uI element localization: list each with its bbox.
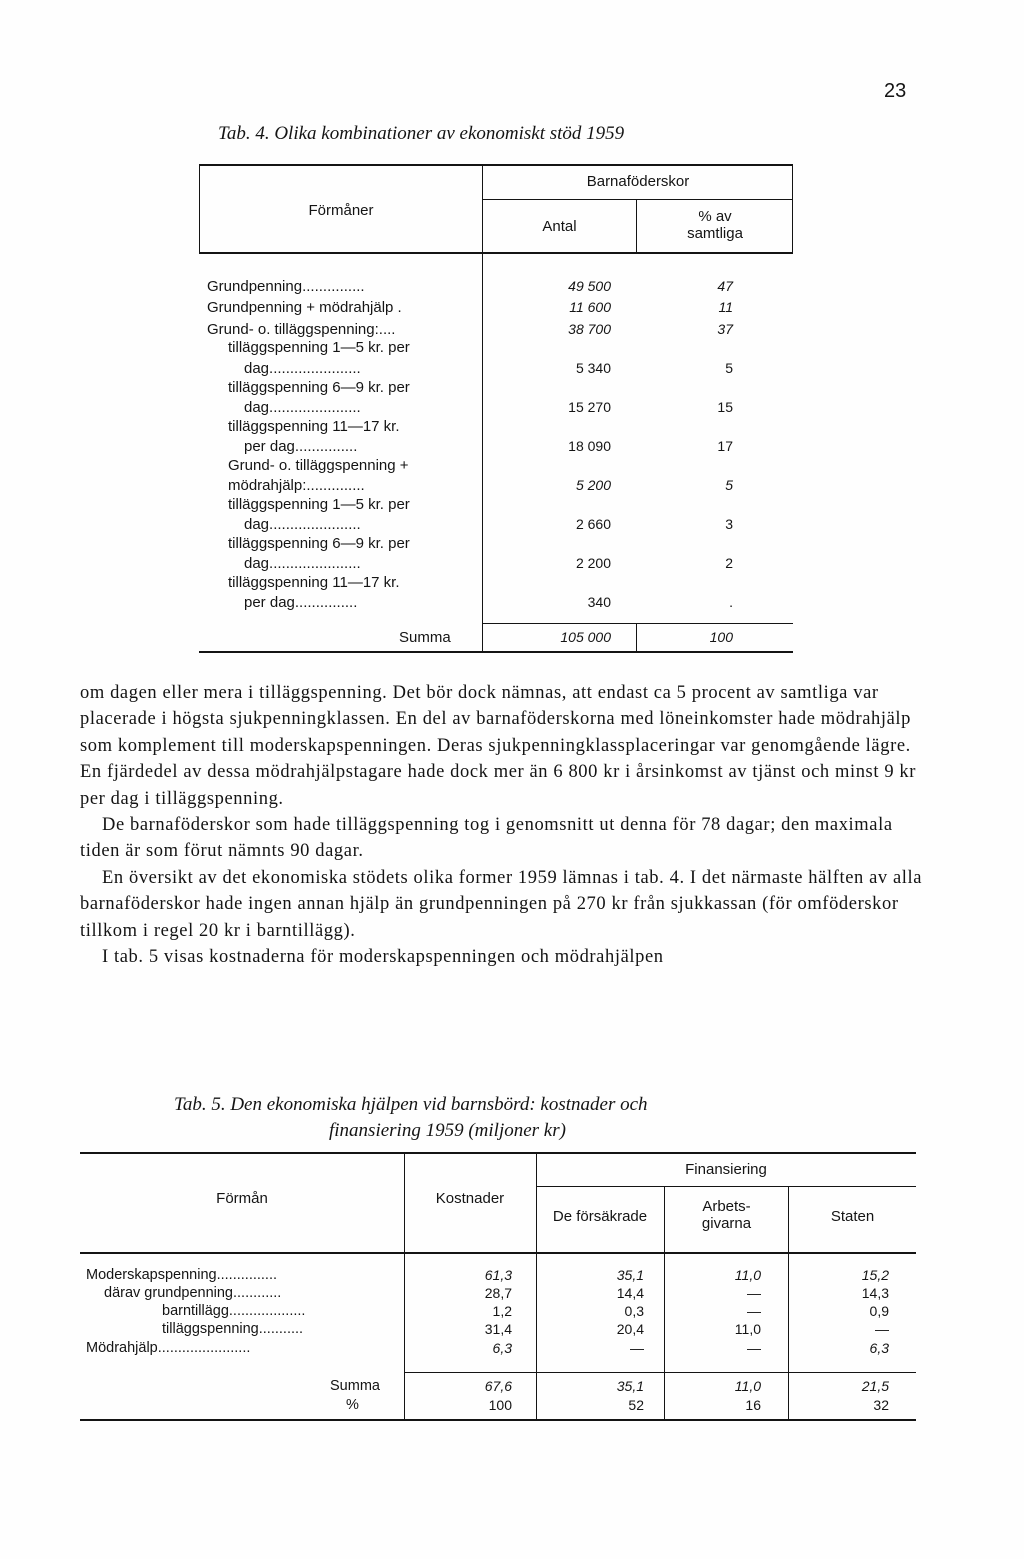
tab5-row-label: tilläggspenning...........: [162, 1321, 304, 1337]
tab5-row-arbetsgivarna: 11,0: [734, 1267, 761, 1283]
tab4-row-antal: 5 200: [575, 477, 611, 493]
paragraph: om dagen eller mera i tilläggspenning. Det bör dock nämnas, att endast ca 5 procent av samtliga var placerade i högsta sjukpenningklassen. En del av barnaföderskorna med löneinkomster hade mödrahjälp som komplement till moderskapspenningen. Deras sjukpenningklassplaceringar var genomgående lägre. En fjärdedel av dessa mödrahjälpstagare hade dock mer än 6 800 kr i årsinkomst av tjänst och minst 9 kr per dag i tilläggspenning.: [80, 683, 917, 809]
tab4-row-label-cont: dag......................: [244, 555, 361, 572]
tab5-row-arbetsgivarna: —: [747, 1340, 761, 1356]
tab5-sum-rule: [404, 1372, 916, 1373]
tab5-row-forsakrade: 35,1: [616, 1267, 644, 1283]
tab5-row-label: därav grundpenning............: [104, 1285, 282, 1301]
tab5-row-staten: 15,2: [861, 1267, 889, 1283]
tab5-col-group: Finansiering: [685, 1161, 767, 1178]
tab4-row-label: Grundpenning + mödrahjälp .: [207, 299, 402, 316]
tab5-row-kostnader: 61,3: [484, 1267, 512, 1283]
tab4-row-label: Grundpenning...............: [207, 278, 365, 295]
tab5-row-kostnader: 31,4: [484, 1321, 512, 1337]
tab4-row-label: tilläggspenning 1—5 kr. per: [228, 339, 410, 356]
tab5-row-label: barntillägg...................: [162, 1303, 306, 1319]
tab4-sum-rule: [483, 623, 793, 624]
tab5-pct-label: %: [346, 1397, 359, 1413]
tab4-row-pct: 15: [717, 399, 733, 415]
tab4-row-antal: 18 090: [568, 438, 611, 454]
tab4-row-antal: 11 600: [569, 299, 611, 315]
tab4-row-pct: 3: [725, 516, 733, 532]
tab4-row-label-cont: per dag...............: [244, 438, 358, 455]
tab4-sum-antal: 105 000: [560, 629, 611, 645]
tab4-row-label-cont: dag......................: [244, 516, 361, 533]
tab4-row-antal: 340: [587, 594, 611, 610]
tab4-row-antal: 5 340: [575, 360, 611, 376]
tab5-col-forman: Förmån: [216, 1190, 268, 1207]
tab4-row-pct: 5: [725, 360, 733, 376]
tab4-row-label: tilläggspenning 1—5 kr. per: [228, 496, 410, 513]
tab4-row-antal: 38 700: [568, 321, 611, 337]
tab4-row-pct: 5: [725, 477, 733, 493]
tab4-row-pct: 37: [717, 321, 733, 337]
tab4-col-pct: [637, 208, 793, 242]
tab5-row-kostnader: 1,2: [492, 1303, 512, 1319]
tab5-group-rule: [536, 1186, 916, 1187]
tab5-caption-line2: finansiering 1959 (miljoner kr): [329, 1120, 566, 1141]
tab4-group-rule: [483, 199, 793, 200]
tab5-sum-forsakrade: 35,1: [616, 1378, 644, 1394]
tab4-row-antal: 15 270: [568, 399, 611, 415]
tab4-col-pct-line1: % av: [698, 208, 732, 225]
tab5-row-arbetsgivarna: —: [747, 1303, 761, 1319]
tab5-row-kostnader: 28,7: [484, 1285, 512, 1301]
tab5-col-kostnader: Kostnader: [435, 1190, 505, 1207]
tab4-row-antal: 2 200: [575, 555, 611, 571]
tab4-header-rule: [199, 252, 793, 254]
tab4-row-pct: 17: [717, 438, 733, 454]
tab5-sum-staten: 21,5: [861, 1378, 889, 1394]
tab5-caption-line1: Tab. 5. Den ekonomiska hjälpen vid barnsbörd: kostnader och: [174, 1094, 648, 1115]
tab5-pct-staten: 32: [873, 1397, 889, 1413]
tab4-row-pct: 2: [725, 555, 733, 571]
tab5-row-label: Moderskapspenning...............: [86, 1267, 278, 1283]
tab4-row-label: tilläggspenning 11—17 kr.: [228, 574, 400, 591]
tab5-sum-arbetsgivarna: 11,0: [734, 1378, 761, 1394]
tab4-caption: Tab. 4. Olika kombinationer av ekonomiskt stöd 1959: [218, 123, 625, 144]
tab4-row-label: Grund- o. tilläggspenning +: [228, 457, 409, 474]
tab4-top-rule: [199, 164, 793, 166]
tab5-row-arbetsgivarna: —: [747, 1285, 761, 1301]
tab5-row-staten: 6,3: [869, 1340, 889, 1356]
tab5-col-arbetsgivarna: [665, 1198, 788, 1232]
tab4-row-label: tilläggspenning 6—9 kr. per: [228, 379, 410, 396]
tab5-row-forsakrade: 20,4: [616, 1321, 644, 1337]
tab5-row-label: Mödrahjälp.......................: [86, 1340, 251, 1356]
tab4-row-label-cont: dag......................: [244, 399, 361, 416]
tab5-row-staten: 0,9: [869, 1303, 889, 1319]
tab5-table: [80, 1152, 916, 1422]
tab4-row-antal: 49 500: [568, 278, 611, 294]
tab5-row-staten: —: [875, 1321, 889, 1337]
tab4-sum-pct: 100: [709, 629, 733, 645]
tab4-row-label: tilläggspenning 6—9 kr. per: [228, 535, 410, 552]
tab5-sum-label: Summa: [330, 1378, 380, 1394]
paragraph: De barnaföderskor som hade tilläggspenning tog i genomsnitt ut denna för 78 dagar; den maximala tiden är som förut nämnts 90 dagar.: [80, 815, 893, 862]
tab5-pct-arbetsgivarna: 16: [745, 1397, 761, 1413]
tab4-row-label: tilläggspenning 11—17 kr.: [228, 418, 400, 435]
tab5-top-rule: [80, 1152, 916, 1154]
tab4-row-antal: 2 660: [575, 516, 611, 532]
tab4-row-label-cont: mödrahjälp:..............: [228, 477, 365, 494]
tab4-col-group: Barnaföderskor: [586, 173, 690, 190]
tab5-col-forsakrade: De försäkrade: [552, 1208, 648, 1225]
tab5-row-forsakrade: 0,3: [624, 1303, 644, 1319]
tab5-pct-kostnader: 100: [488, 1397, 512, 1413]
tab4-row-pct: 11: [718, 299, 733, 315]
tab5-col-staten: Staten: [830, 1208, 875, 1225]
tab5-bottom-rule: [80, 1419, 916, 1421]
tab4-col-formaner: Förmåner: [308, 202, 374, 219]
tab5-row-forsakrade: 14,4: [616, 1285, 644, 1301]
tab5-sum-kostnader: 67,6: [484, 1378, 512, 1394]
tab4-col-pct-line2: samtliga: [687, 225, 743, 242]
paragraph: En översikt av det ekonomiska stödets olika former 1959 lämnas i tab. 4. I det närmaste hälften av alla barnaföderskor hade ingen annan hjälp än grundpenningen på 270 kr från sjukkassan (för omföderskor tillkom i regel 20 kr i barntillägg).: [80, 867, 923, 941]
tab5-pct-forsakrade: 52: [628, 1397, 644, 1413]
tab4-table: [199, 164, 793, 658]
tab4-sum-label: Summa: [399, 629, 451, 646]
tab4-row-pct: .: [729, 594, 733, 610]
page-number: 23: [884, 80, 907, 102]
tab4-row-pct: 47: [717, 278, 733, 294]
tab4-row-label-cont: dag......................: [244, 360, 361, 377]
tab5-row-staten: 14,3: [861, 1285, 889, 1301]
tab4-col-antal: Antal: [542, 218, 577, 235]
body-text: [80, 680, 925, 970]
tab5-col-arbets-line2: givarna: [701, 1215, 752, 1232]
tab5-col-arbets-line1: Arbets-: [702, 1198, 751, 1215]
tab4-bottom-rule: [199, 651, 793, 653]
tab5-header-rule: [80, 1252, 916, 1254]
tab4-row-label-cont: per dag...............: [244, 594, 358, 611]
tab5-row-arbetsgivarna: 11,0: [734, 1321, 761, 1337]
tab4-row-label: Grund- o. tilläggspenning:....: [207, 321, 396, 338]
paragraph: I tab. 5 visas kostnaderna för moderskapspenningen och mödrahjälpen: [102, 947, 664, 968]
tab5-row-kostnader: 6,3: [492, 1340, 512, 1356]
tab5-row-forsakrade: —: [630, 1340, 644, 1356]
